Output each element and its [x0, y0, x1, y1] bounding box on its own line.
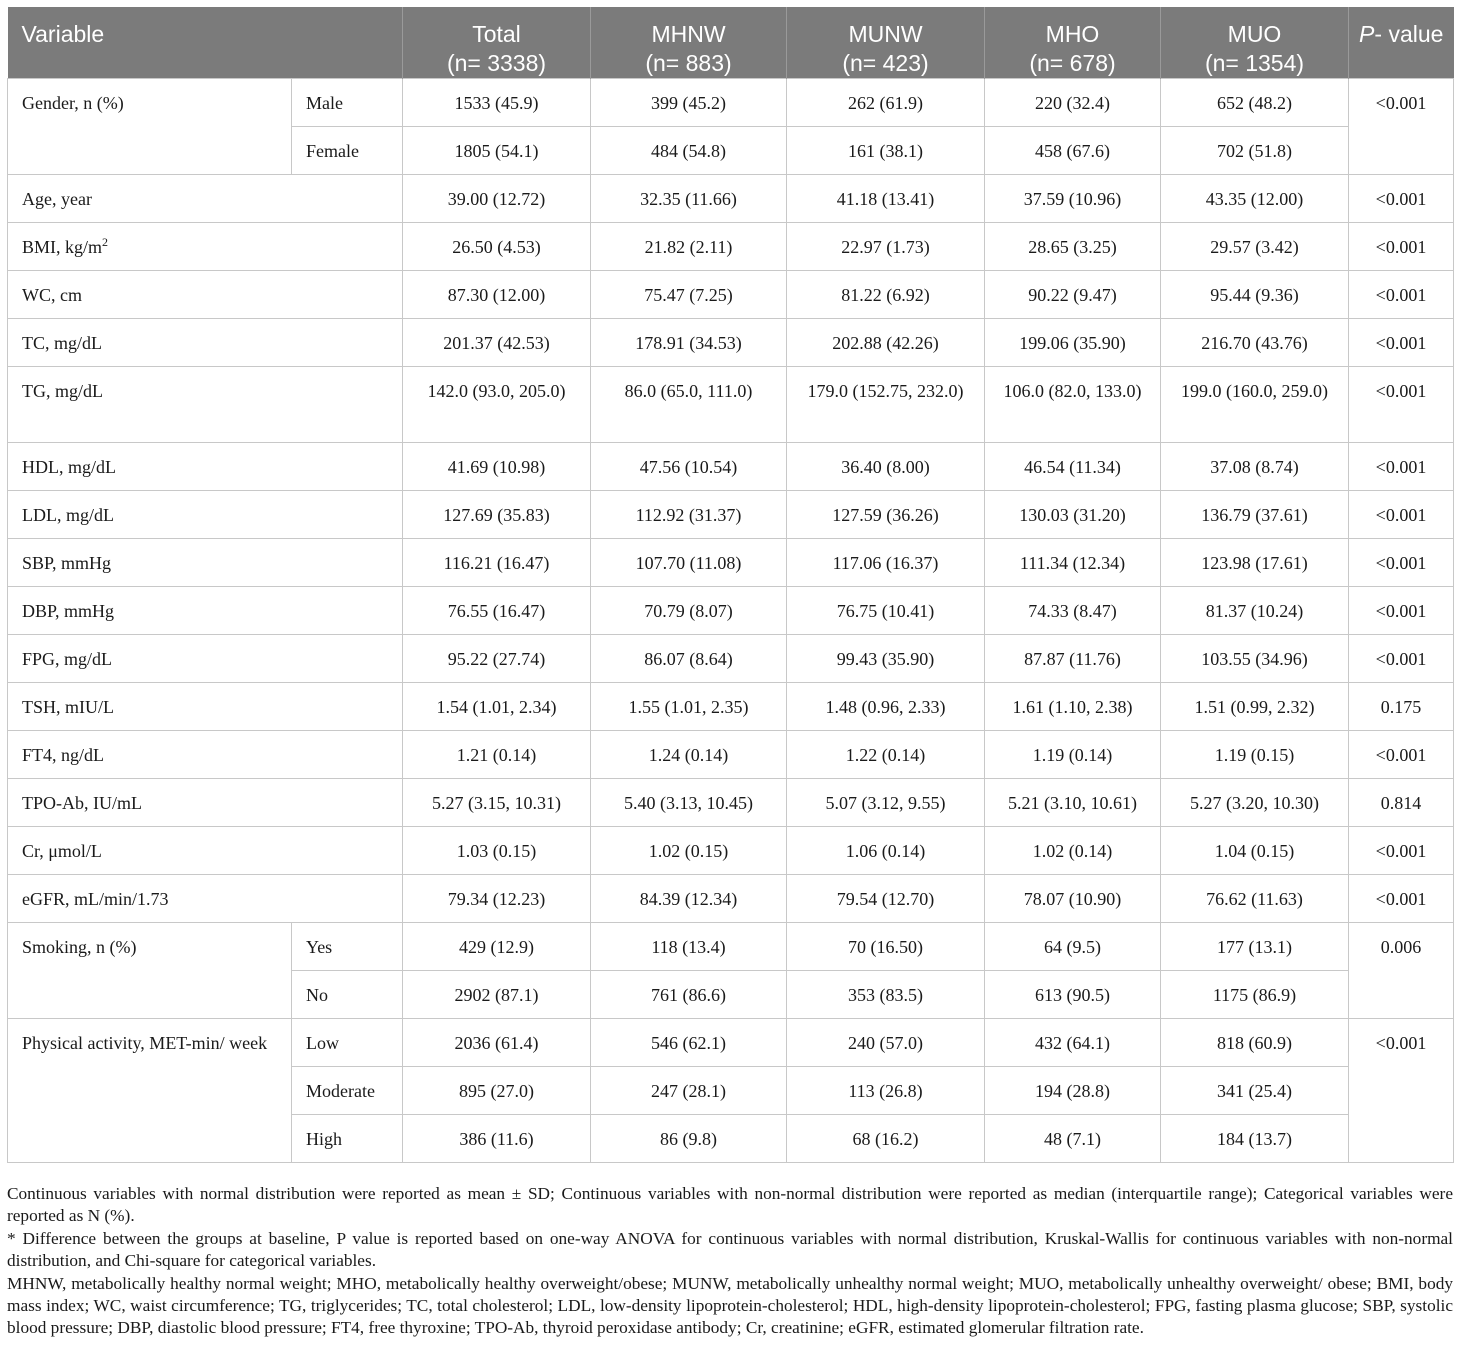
table-cell: 48 (7.1) — [985, 1115, 1161, 1163]
p-value-cell: <0.001 — [1349, 367, 1454, 443]
table-cell: 81.22 (6.92) — [787, 271, 985, 319]
table-row — [8, 175, 1454, 223]
row-label-smoking: Smoking, n (%) — [8, 923, 292, 1019]
row-label-sbp: SBP, mmHg — [8, 539, 403, 587]
table-cell: 86.07 (8.64) — [591, 635, 787, 683]
baseline-characteristics-table — [7, 7, 1454, 1163]
header-munw: MUNW (n= 423) — [787, 7, 985, 79]
table-cell: 99.43 (35.90) — [787, 635, 985, 683]
table-cell: 76.75 (10.41) — [787, 587, 985, 635]
row-label-age: Age, year — [8, 175, 403, 223]
table-cell: 341 (25.4) — [1161, 1067, 1349, 1115]
p-value-cell: <0.001 — [1349, 635, 1454, 683]
table-cell: 117.06 (16.37) — [787, 539, 985, 587]
table-cell: 95.44 (9.36) — [1161, 271, 1349, 319]
row-label-ft4: FT4, ng/dL — [8, 731, 403, 779]
table-cell: 2902 (87.1) — [403, 971, 591, 1019]
table-row — [8, 79, 1454, 127]
table-cell: 118 (13.4) — [591, 923, 787, 971]
table-cell: 399 (45.2) — [591, 79, 787, 127]
table-row — [8, 587, 1454, 635]
table-cell: 546 (62.1) — [591, 1019, 787, 1067]
table-cell: 106.0 (82.0, 133.0) — [985, 367, 1161, 443]
table-row — [8, 223, 1454, 271]
table-cell: 47.56 (10.54) — [591, 443, 787, 491]
table-cell: 202.88 (42.26) — [787, 319, 985, 367]
table-cell: 353 (83.5) — [787, 971, 985, 1019]
table-cell: 37.59 (10.96) — [985, 175, 1161, 223]
table-cell: 1.19 (0.15) — [1161, 731, 1349, 779]
table-cell: 81.37 (10.24) — [1161, 587, 1349, 635]
table-cell: 1.22 (0.14) — [787, 731, 985, 779]
table-cell: 74.33 (8.47) — [985, 587, 1161, 635]
table-cell: 29.57 (3.42) — [1161, 223, 1349, 271]
table-cell: 116.21 (16.47) — [403, 539, 591, 587]
table-cell: 240 (57.0) — [787, 1019, 985, 1067]
table-row — [8, 923, 1454, 971]
table-row — [8, 875, 1454, 923]
table-cell: 90.22 (9.47) — [985, 271, 1161, 319]
table-cell: 41.18 (13.41) — [787, 175, 985, 223]
p-value-cell: 0.814 — [1349, 779, 1454, 827]
table-cell: 123.98 (17.61) — [1161, 539, 1349, 587]
row-sublabel: Yes — [292, 923, 403, 971]
table-cell: 1805 (54.1) — [403, 127, 591, 175]
table-cell: 70 (16.50) — [787, 923, 985, 971]
p-value-cell: <0.001 — [1349, 223, 1454, 271]
p-value-cell: 0.175 — [1349, 683, 1454, 731]
table-cell: 199.0 (160.0, 259.0) — [1161, 367, 1349, 443]
footnote-tests: * Difference between the groups at baseline, P value is reported based on one-way ANOVA for continuous variables with normal distribution, Kruskal-Wallis for continuous variables with non-normal distribution, and Chi-square for categorical variables. — [7, 1228, 1453, 1271]
row-label-wc: WC, cm — [8, 271, 403, 319]
row-label-ldl: LDL, mg/dL — [8, 491, 403, 539]
table-cell: 1.61 (1.10, 2.38) — [985, 683, 1161, 731]
table-cell: 702 (51.8) — [1161, 127, 1349, 175]
table-cell: 37.08 (8.74) — [1161, 443, 1349, 491]
table-cell: 79.54 (12.70) — [787, 875, 985, 923]
table-cell: 142.0 (93.0, 205.0) — [403, 367, 591, 443]
table-cell: 1.19 (0.14) — [985, 731, 1161, 779]
row-label-hdl: HDL, mg/dL — [8, 443, 403, 491]
table-cell: 1533 (45.9) — [403, 79, 591, 127]
table-cell: 386 (11.6) — [403, 1115, 591, 1163]
header-mho: MHO (n= 678) — [985, 7, 1161, 79]
p-value-cell: <0.001 — [1349, 1019, 1454, 1163]
table-cell: 179.0 (152.75, 232.0) — [787, 367, 985, 443]
table-cell: 247 (28.1) — [591, 1067, 787, 1115]
table-cell: 95.22 (27.74) — [403, 635, 591, 683]
table-cell: 1.21 (0.14) — [403, 731, 591, 779]
row-sublabel: Moderate — [292, 1067, 403, 1115]
table-cell: 41.69 (10.98) — [403, 443, 591, 491]
table-cell: 111.34 (12.34) — [985, 539, 1161, 587]
table-cell: 194 (28.8) — [985, 1067, 1161, 1115]
table-row — [8, 319, 1454, 367]
table-cell: 262 (61.9) — [787, 79, 985, 127]
table-cell: 36.40 (8.00) — [787, 443, 985, 491]
table-cell: 22.97 (1.73) — [787, 223, 985, 271]
table-row — [8, 779, 1454, 827]
table-cell: 429 (12.9) — [403, 923, 591, 971]
table-cell: 26.50 (4.53) — [403, 223, 591, 271]
row-label-gender: Gender, n (%) — [8, 79, 292, 175]
table-cell: 84.39 (12.34) — [591, 875, 787, 923]
table-cell: 613 (90.5) — [985, 971, 1161, 1019]
table-row — [8, 635, 1454, 683]
table-row — [8, 443, 1454, 491]
header-p-value: P- value — [1349, 7, 1454, 79]
p-value-cell: <0.001 — [1349, 731, 1454, 779]
p-value-cell: <0.001 — [1349, 79, 1454, 175]
table-cell: 201.37 (42.53) — [403, 319, 591, 367]
p-value-cell: <0.001 — [1349, 539, 1454, 587]
table-cell: 5.27 (3.15, 10.31) — [403, 779, 591, 827]
table-row — [8, 1019, 1454, 1067]
table-cell: 895 (27.0) — [403, 1067, 591, 1115]
table-cell: 86 (9.8) — [591, 1115, 787, 1163]
p-value-cell: <0.001 — [1349, 587, 1454, 635]
table-cell: 1.51 (0.99, 2.32) — [1161, 683, 1349, 731]
row-sublabel: Male — [292, 79, 403, 127]
table-cell: 1.06 (0.14) — [787, 827, 985, 875]
table-cell: 46.54 (11.34) — [985, 443, 1161, 491]
header-variable: Variable — [8, 7, 403, 79]
baseline-characteristics-table-container — [7, 7, 1453, 1163]
row-label-bmi: BMI, $kg/m^2$ — [8, 223, 403, 271]
table-cell: 5.07 (3.12, 9.55) — [787, 779, 985, 827]
table-row — [8, 367, 1454, 443]
row-label-tsh: TSH, mIU/L — [8, 683, 403, 731]
table-cell: 484 (54.8) — [591, 127, 787, 175]
p-value-cell: <0.001 — [1349, 443, 1454, 491]
table-cell: 127.69 (35.83) — [403, 491, 591, 539]
table-row — [8, 271, 1454, 319]
table-cell: 1.02 (0.15) — [591, 827, 787, 875]
p-value-cell: <0.001 — [1349, 271, 1454, 319]
table-row — [8, 539, 1454, 587]
table-cell: 1.03 (0.15) — [403, 827, 591, 875]
table-cell: 79.34 (12.23) — [403, 875, 591, 923]
p-value-cell: 0.006 — [1349, 923, 1454, 1019]
table-cell: 112.92 (31.37) — [591, 491, 787, 539]
table-cell: 5.27 (3.20, 10.30) — [1161, 779, 1349, 827]
table-footnotes — [7, 1183, 1453, 1340]
table-cell: 32.35 (11.66) — [591, 175, 787, 223]
table-cell: 68 (16.2) — [787, 1115, 985, 1163]
p-value-cell: <0.001 — [1349, 319, 1454, 367]
table-cell: 216.70 (43.76) — [1161, 319, 1349, 367]
table-cell: 64 (9.5) — [985, 923, 1161, 971]
table-cell: 87.87 (11.76) — [985, 635, 1161, 683]
table-cell: 39.00 (12.72) — [403, 175, 591, 223]
table-cell: 1.55 (1.01, 2.35) — [591, 683, 787, 731]
table-cell: 5.21 (3.10, 10.61) — [985, 779, 1161, 827]
table-row — [8, 827, 1454, 875]
table-cell: 1.02 (0.14) — [985, 827, 1161, 875]
table-row — [8, 683, 1454, 731]
table-cell: 1.54 (1.01, 2.34) — [403, 683, 591, 731]
row-label-activity: Physical activity, MET-min/ week — [8, 1019, 292, 1163]
table-cell: 103.55 (34.96) — [1161, 635, 1349, 683]
table-cell: 21.82 (2.11) — [591, 223, 787, 271]
row-label-dbp: DBP, mmHg — [8, 587, 403, 635]
row-sublabel: Low — [292, 1019, 403, 1067]
table-cell: 127.59 (36.26) — [787, 491, 985, 539]
footnote-statistics: Continuous variables with normal distribution were reported as mean ± SD; Continuous variables with non-normal distribution were reported as median (interquartile range); Categorical variables were reported as N (%). — [7, 1184, 1453, 1226]
table-cell: 28.65 (3.25) — [985, 223, 1161, 271]
table-cell: 76.55 (16.47) — [403, 587, 591, 635]
row-label-fpg: FPG, mg/dL — [8, 635, 403, 683]
row-label-tc: TC, mg/dL — [8, 319, 403, 367]
table-cell: 177 (13.1) — [1161, 923, 1349, 971]
table-cell: 220 (32.4) — [985, 79, 1161, 127]
header-total: Total (n= 3338) — [403, 7, 591, 79]
table-cell: 113 (26.8) — [787, 1067, 985, 1115]
header-row — [8, 7, 1454, 79]
table-cell: 76.62 (11.63) — [1161, 875, 1349, 923]
p-value-cell: <0.001 — [1349, 875, 1454, 923]
table-cell: 458 (67.6) — [985, 127, 1161, 175]
table-cell: 652 (48.2) — [1161, 79, 1349, 127]
table-cell: 432 (64.1) — [985, 1019, 1161, 1067]
table-cell: 1175 (86.9) — [1161, 971, 1349, 1019]
table-cell: 130.03 (31.20) — [985, 491, 1161, 539]
table-cell: 87.30 (12.00) — [403, 271, 591, 319]
table-cell: 2036 (61.4) — [403, 1019, 591, 1067]
footnote-abbreviations: MHNW, metabolically healthy normal weight; MHO, metabolically healthy overweight/obese; MUNW, metabolically unhealthy normal weight; MUO, metabolically unhealthy overweight/ obese; BMI, body mass index; WC, waist circumference; TG, triglycerides; TC, total cholesterol; LDL, low-density lipoprotein-cholesterol; HDL, high-density lipoprotein-cholesterol; FPG, fasting plasma glucose; SBP, systolic blood pressure; DBP, diastolic blood pressure; FT4, free thyroxine; TPO-Ab, thyroid peroxidase antibody; Cr, creatinine; eGFR, estimated glomerular filtration rate. — [7, 1273, 1453, 1338]
header-mhnw: MHNW (n= 883) — [591, 7, 787, 79]
p-value-cell: <0.001 — [1349, 175, 1454, 223]
table-cell: 1.48 (0.96, 2.33) — [787, 683, 985, 731]
row-sublabel: No — [292, 971, 403, 1019]
table-cell: 161 (38.1) — [787, 127, 985, 175]
row-sublabel: Female — [292, 127, 403, 175]
table-cell: 1.24 (0.14) — [591, 731, 787, 779]
table-cell: 75.47 (7.25) — [591, 271, 787, 319]
table-cell: 107.70 (11.08) — [591, 539, 787, 587]
table-body — [8, 79, 1454, 1163]
table-cell: 86.0 (65.0, 111.0) — [591, 367, 787, 443]
row-label-cr: Cr, μmol/L — [8, 827, 403, 875]
table-cell: 184 (13.7) — [1161, 1115, 1349, 1163]
table-row — [8, 491, 1454, 539]
row-label-tg: TG, mg/dL — [8, 367, 403, 443]
p-value-cell: <0.001 — [1349, 827, 1454, 875]
header-muo: MUO (n= 1354) — [1161, 7, 1349, 79]
table-cell: 5.40 (3.13, 10.45) — [591, 779, 787, 827]
table-cell: 70.79 (8.07) — [591, 587, 787, 635]
table-cell: 199.06 (35.90) — [985, 319, 1161, 367]
row-label-tpo: TPO-Ab, IU/mL — [8, 779, 403, 827]
table-cell: 818 (60.9) — [1161, 1019, 1349, 1067]
table-cell: 78.07 (10.90) — [985, 875, 1161, 923]
table-cell: 1.04 (0.15) — [1161, 827, 1349, 875]
table-cell: 178.91 (34.53) — [591, 319, 787, 367]
table-cell: 136.79 (37.61) — [1161, 491, 1349, 539]
row-sublabel: High — [292, 1115, 403, 1163]
row-label-egfr: eGFR, mL/min/1.73 — [8, 875, 403, 923]
table-cell: 761 (86.6) — [591, 971, 787, 1019]
table-cell: 43.35 (12.00) — [1161, 175, 1349, 223]
table-row — [8, 731, 1454, 779]
p-value-cell: <0.001 — [1349, 491, 1454, 539]
